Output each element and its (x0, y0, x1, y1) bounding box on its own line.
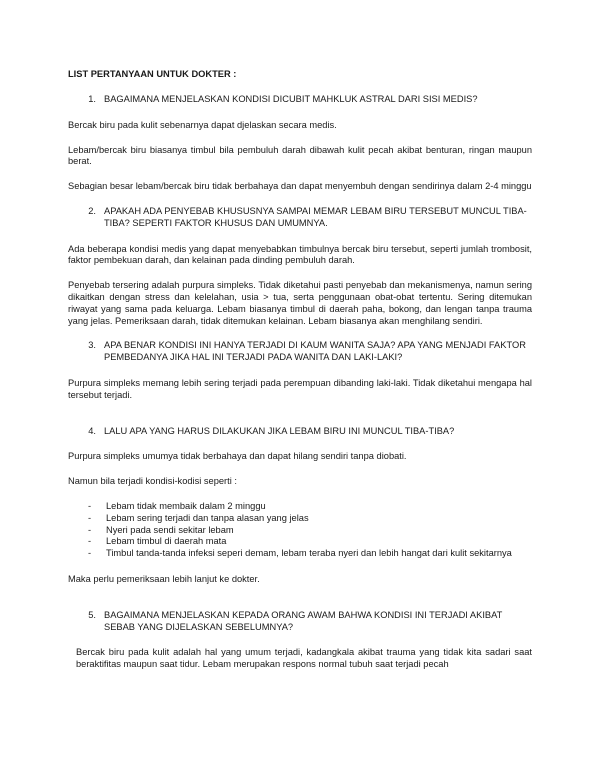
document-title: LIST PERTANYAAN UNTUK DOKTER : (68, 69, 237, 79)
list-item (68, 536, 532, 548)
question-3 (68, 340, 532, 364)
question-number: 5. (88, 609, 96, 620)
answer-paragraph: Lebam/bercak biru biasanya timbul bila pembuluh darah dibawah kulit pecah akibat benturan, ringan maupun berat. (68, 144, 532, 167)
list-item-text: Nyeri pada sendi sekitar lebam (106, 524, 234, 535)
question-4 (68, 426, 532, 438)
list-item-text: Lebam timbul di daerah mata (106, 536, 227, 547)
list-item-text: Lebam tidak membaik dalam 2 minggu (106, 500, 266, 511)
bullet-dash: - (88, 500, 92, 511)
question-text: LALU APA YANG HARUS DILAKUKAN JIKA LEBAM BIRU INI MUNCUL TIBA-TIBA? (104, 425, 455, 436)
answer-paragraph: Maka perlu pemeriksaan lebih lanjut ke dokter. (68, 573, 260, 584)
question-5 (68, 610, 532, 634)
list-item (68, 525, 532, 537)
answer-paragraph: Sebagian besar lebam/bercak biru tidak berbahaya dan dapat menyembuh dengan sendirinya dalam 2-4 minggu (68, 181, 532, 192)
list-item-text: Timbul tanda-tanda infeksi seperi demam, lebam teraba nyeri dan lebih hangat dari kulit sekitarnya (106, 548, 512, 559)
question-number: 1. (88, 94, 96, 104)
question-2 (68, 206, 532, 230)
answer-paragraph: Purpura simpleks memang lebih sering terjadi pada perempuan dibanding laki-laki. Tidak diketahui mengapa hal tersebut terjadi. (68, 377, 532, 400)
question-text: APA BENAR KONDISI INI HANYA TERJADI DI KAUM WANITA SAJA? APA YANG MENJADI FAKTOR PEMBEDANYA JIKA HAL INI TERJADI PADA WANITA DAN LAKI-LAKI? (104, 340, 526, 363)
question-text: BAGAIMANA MENJELASKAN KONDISI DICUBIT MAHKLUK ASTRAL DARI SISI MEDIS? (104, 94, 478, 104)
question-number: 3. (88, 340, 96, 351)
question-number: 2. (88, 205, 96, 216)
question-text: APAKAH ADA PENYEBAB KHUSUSNYA SAMPAI MEMAR LEBAM BIRU TERSEBUT MUNCUL TIBA-TIBA? SEPERTI FAKTOR KHUSUS DAN UMUMNYA. (104, 205, 527, 228)
answer-paragraph: Namun bila terjadi kondisi-kodisi seperti : (68, 476, 237, 487)
list-item-text: Lebam sering terjadi dan tanpa alasan yang jelas (106, 512, 309, 523)
question-text: BAGAIMANA MENJELASKAN KEPADA ORANG AWAM BAHWA KONDISI INI TERJADI AKIBAT SEBAB YANG DIJELASKAN SEBELUMNYA? (104, 609, 503, 632)
answer-paragraph: Purpura simpleks umumya tidak berbahaya dan dapat hilang sendiri tanpa diobati. (68, 451, 407, 462)
list-item (68, 501, 532, 513)
bullet-dash: - (88, 512, 92, 523)
bullet-dash: - (88, 548, 92, 559)
answer-paragraph: Bercak biru pada kulit sebenarnya dapat djelaskan secara medis. (68, 119, 337, 130)
bullet-dash: - (88, 524, 92, 535)
answer-paragraph: Penyebab tersering adalah purpura simpleks. Tidak diketahui pasti penyebab dan mekanismenya, namun sering dikaitkan dengan stress dan kelelahan, usia > tua, serta penggunaan obat-obat tertentu. Sering ditemukan riwayat yang sama pada keluarga. Lebam biasanya timbul di daerah paha, bokong, dan lengan tanpa trauma yang jelas. Pemeriksaan darah, tidak ditemukan kelainan. Lebam biasanya akan menghilang sendiri. (68, 280, 532, 326)
question-1 (68, 94, 532, 106)
list-item (68, 513, 532, 525)
answer-paragraph: Ada beberapa kondisi medis yang dapat menyebabkan timbulnya bercak biru tersebut, seperti jumlah trombosit, faktor pembekuan darah, dan kelainan pada dinding pembuluh darah. (68, 243, 532, 266)
bullet-dash: - (88, 536, 92, 547)
answer-paragraph: Bercak biru pada kulit adalah hal yang umum terjadi, kadangkala akibat trauma yang tidak kita sadari saat beraktifitas maupun saat tidur. Lebam merupakan respons normal tubuh saat terjadi pecah (76, 647, 532, 670)
symptom-list (68, 501, 532, 560)
question-number: 4. (88, 425, 96, 436)
list-item (68, 548, 532, 560)
